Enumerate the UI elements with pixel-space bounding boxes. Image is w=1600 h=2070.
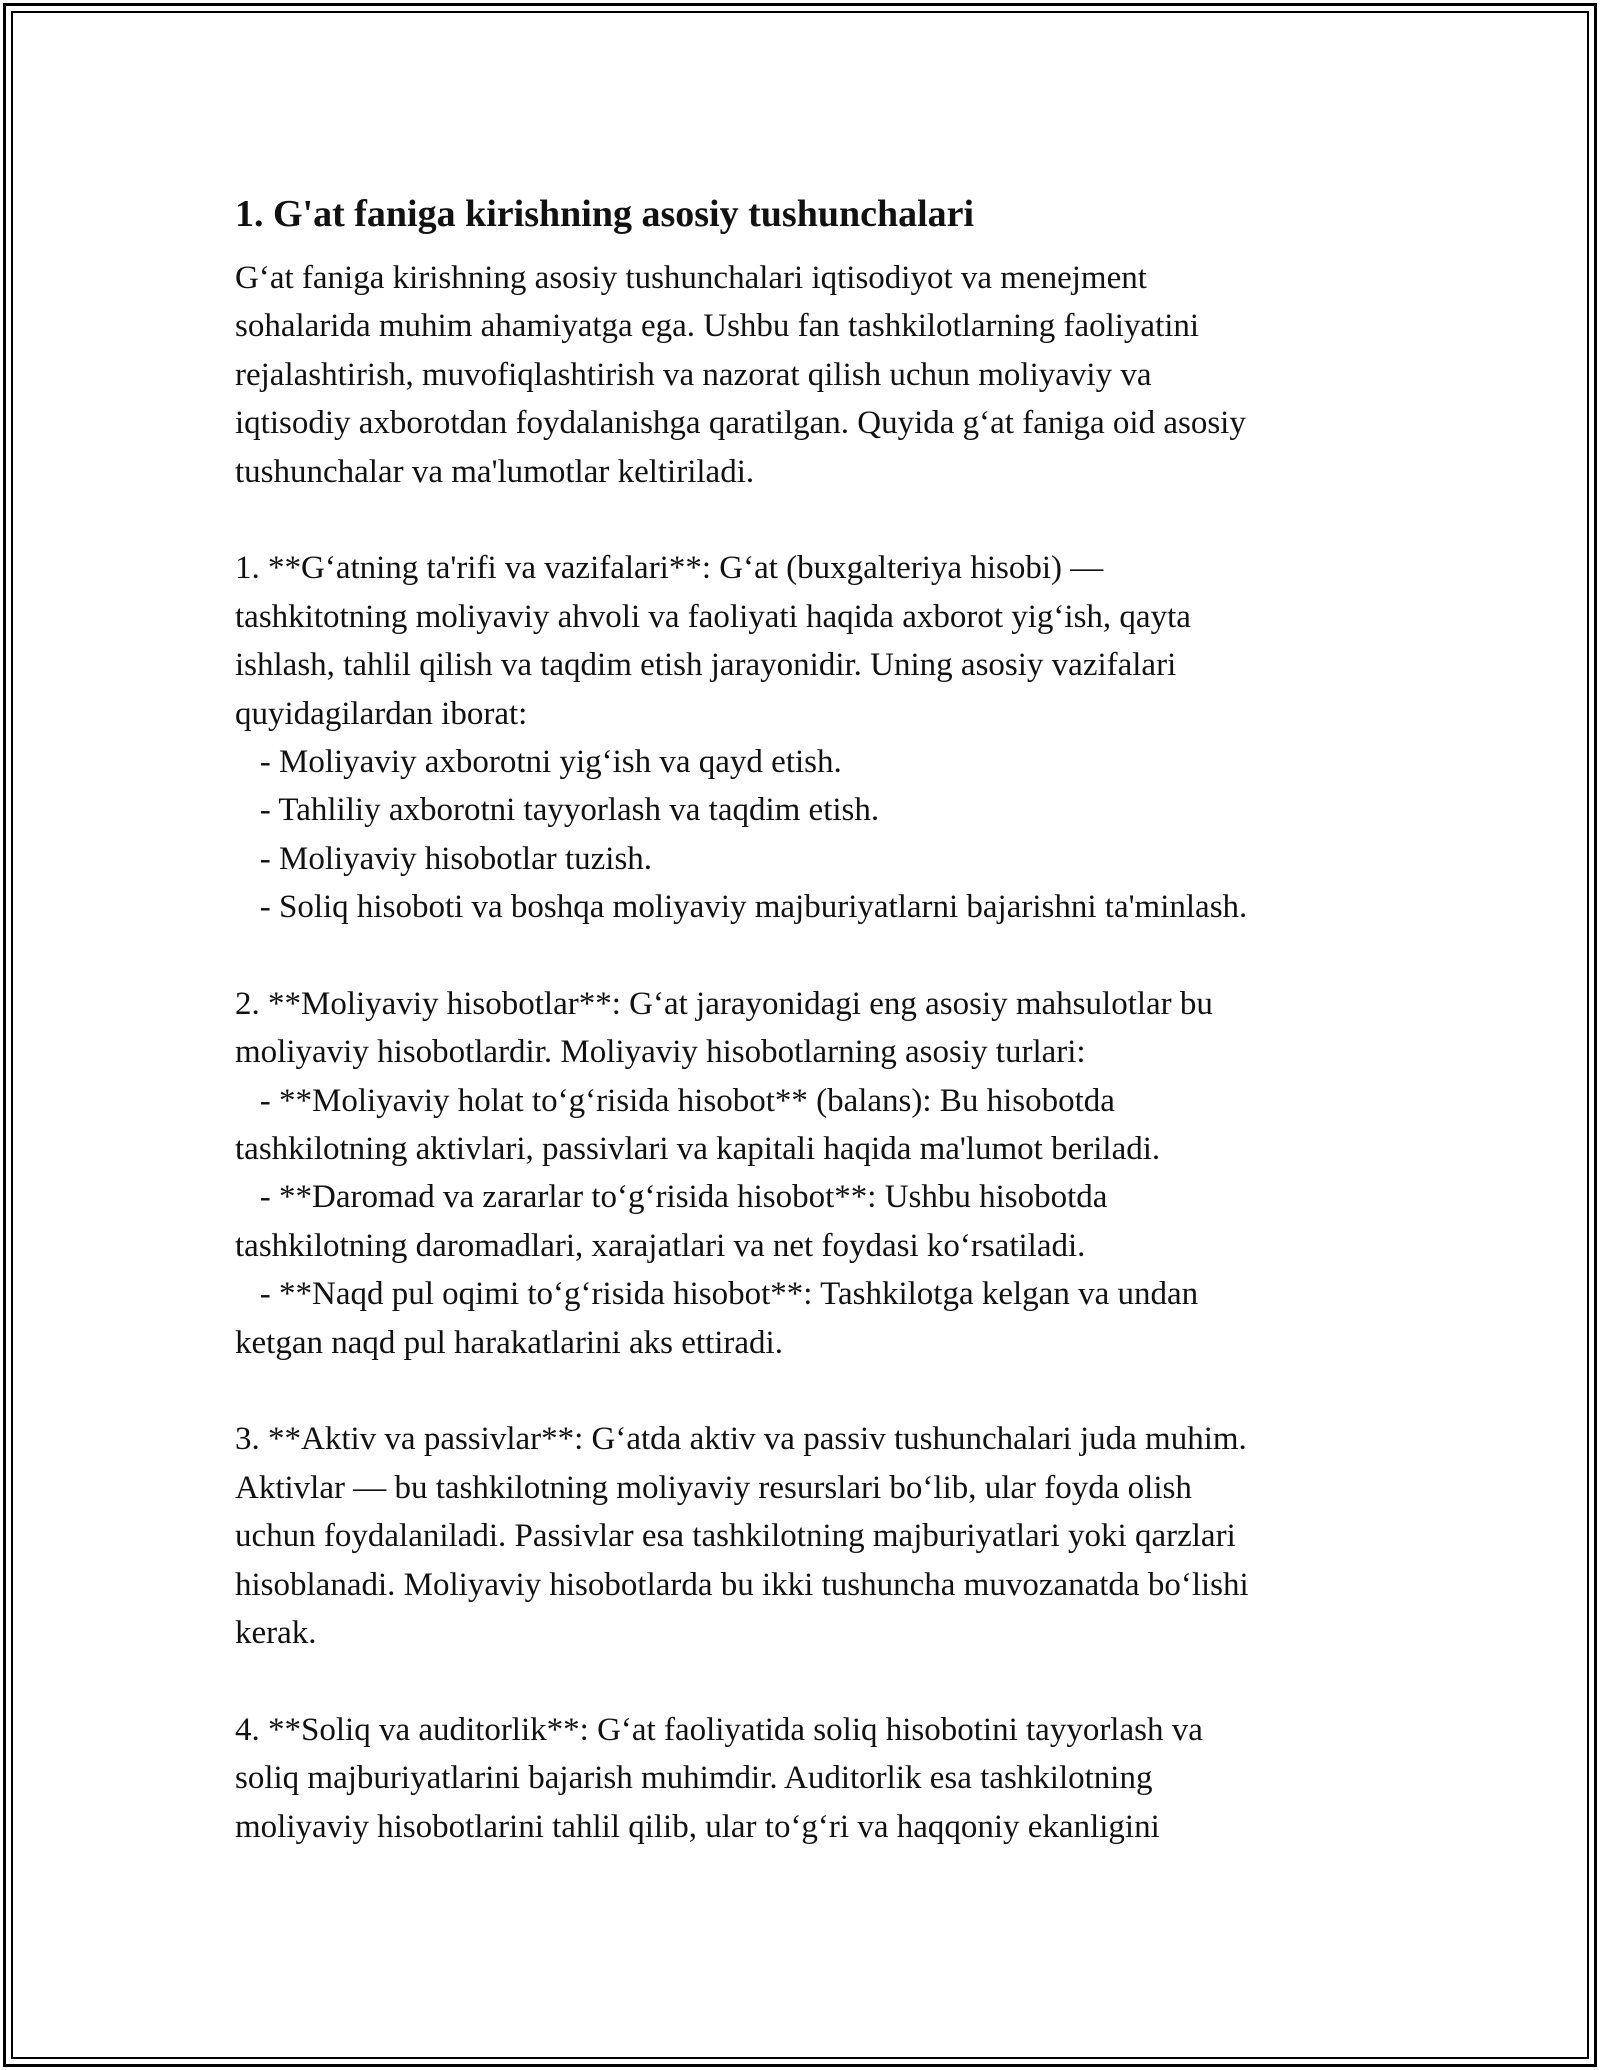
text-line: tashkitotning moliyaviy ahvoli va faoliyati haqida axborot yig‘ish, qayta: [235, 598, 1191, 635]
text-line: 1. **G‘atning ta'rifi va vazifalari**: G‘at (buxgalteriya hisobi) —: [235, 550, 1104, 587]
text-line: 3. **Aktiv va passivlar**: G‘atda aktiv va passiv tushunchalari juda muhim.: [235, 1421, 1247, 1458]
text-line: soliq majburiyatlarini bajarish muhimdir. Auditorlik esa tashkilotning: [235, 1760, 1153, 1797]
text-line: moliyaviy hisobotlarini tahlil qilib, ular to‘g‘ri va haqqoniy ekanligini: [235, 1808, 1160, 1845]
text-line: uchun foydalaniladi. Passivlar esa tashkilotning majburiyatlari yoki qarzlari: [235, 1518, 1236, 1555]
list-item: - Moliyaviy axborotni yig‘ish va qayd etish.: [235, 743, 842, 780]
intro-paragraph: [235, 254, 1415, 496]
section-2-paragraph: [235, 980, 1415, 1367]
list-item: - **Moliyaviy holat to‘g‘risida hisobot** (balans): Bu hisobotda: [235, 1082, 1115, 1119]
list-item: - Tahliliy axborotni tayyorlash va taqdim etish.: [235, 792, 880, 829]
text-line: tashkilotning daromadlari, xarajatlari va net foydasi ko‘rsatiladi.: [235, 1227, 1086, 1264]
paragraph-spacer: [235, 1657, 1415, 1705]
document-body: [235, 188, 1415, 1851]
text-line: rejalashtirish, muvofiqlashtirish va nazorat qilish uchun moliyaviy va: [235, 356, 1152, 393]
text-line: 4. **Soliq va auditorlik**: G‘at faoliyatida soliq hisobotini tayyorlash va: [235, 1711, 1203, 1748]
list-item: - **Daromad va zararlar to‘g‘risida hisobot**: Ushbu hisobotda: [235, 1179, 1108, 1216]
list-item: - **Naqd pul oqimi to‘g‘risida hisobot**: Tashkilotga kelgan va undan: [235, 1276, 1199, 1313]
text-line: tushunchalar va ma'lumotlar keltiriladi.: [235, 453, 755, 490]
section-3-paragraph: [235, 1415, 1415, 1657]
text-line: iqtisodiy axborotdan foydalanishga qaratilgan. Quyida g‘at faniga oid asosiy: [235, 405, 1246, 442]
list-item: - Soliq hisoboti va boshqa moliyaviy majburiyatlarni bajarishni ta'minlash.: [235, 889, 1248, 926]
document-title: 1. G'at faniga kirishning asosiy tushunchalari: [235, 193, 975, 235]
text-line: tashkilotning aktivlari, passivlari va kapitali haqida ma'lumot beriladi.: [235, 1131, 1161, 1168]
text-line: ketgan naqd pul harakatlarini aks ettiradi.: [235, 1324, 783, 1361]
section-1-paragraph: [235, 544, 1415, 931]
paragraph-spacer: [235, 1367, 1415, 1415]
paragraph-spacer: [235, 931, 1415, 979]
text-line: moliyaviy hisobotlardir. Moliyaviy hisobotlarning asosiy turlari:: [235, 1034, 1086, 1071]
text-line: sohalarida muhim ahamiyatga ega. Ushbu fan tashkilotlarning faoliyatini: [235, 308, 1200, 345]
text-line: Aktivlar — bu tashkilotning moliyaviy resurslari bo‘lib, ular foyda olish: [235, 1469, 1192, 1506]
section-4-paragraph: [235, 1706, 1415, 1851]
text-line: 2. **Moliyaviy hisobotlar**: G‘at jarayonidagi eng asosiy mahsulotlar bu: [235, 985, 1213, 1022]
list-item: - Moliyaviy hisobotlar tuzish.: [235, 840, 653, 877]
text-line: hisoblanadi. Moliyaviy hisobotlarda bu ikki tushuncha muvozanatda bo‘lishi: [235, 1566, 1249, 1603]
text-line: quyidagilardan iborat:: [235, 695, 528, 732]
text-line: G‘at faniga kirishning asosiy tushunchalari iqtisodiyot va menejment: [235, 260, 1147, 296]
text-line: ishlash, tahlil qilish va taqdim etish jarayonidir. Uning asosiy vazifalari: [235, 647, 1177, 684]
paragraph-spacer: [235, 496, 1415, 544]
text-line: kerak.: [235, 1614, 317, 1651]
